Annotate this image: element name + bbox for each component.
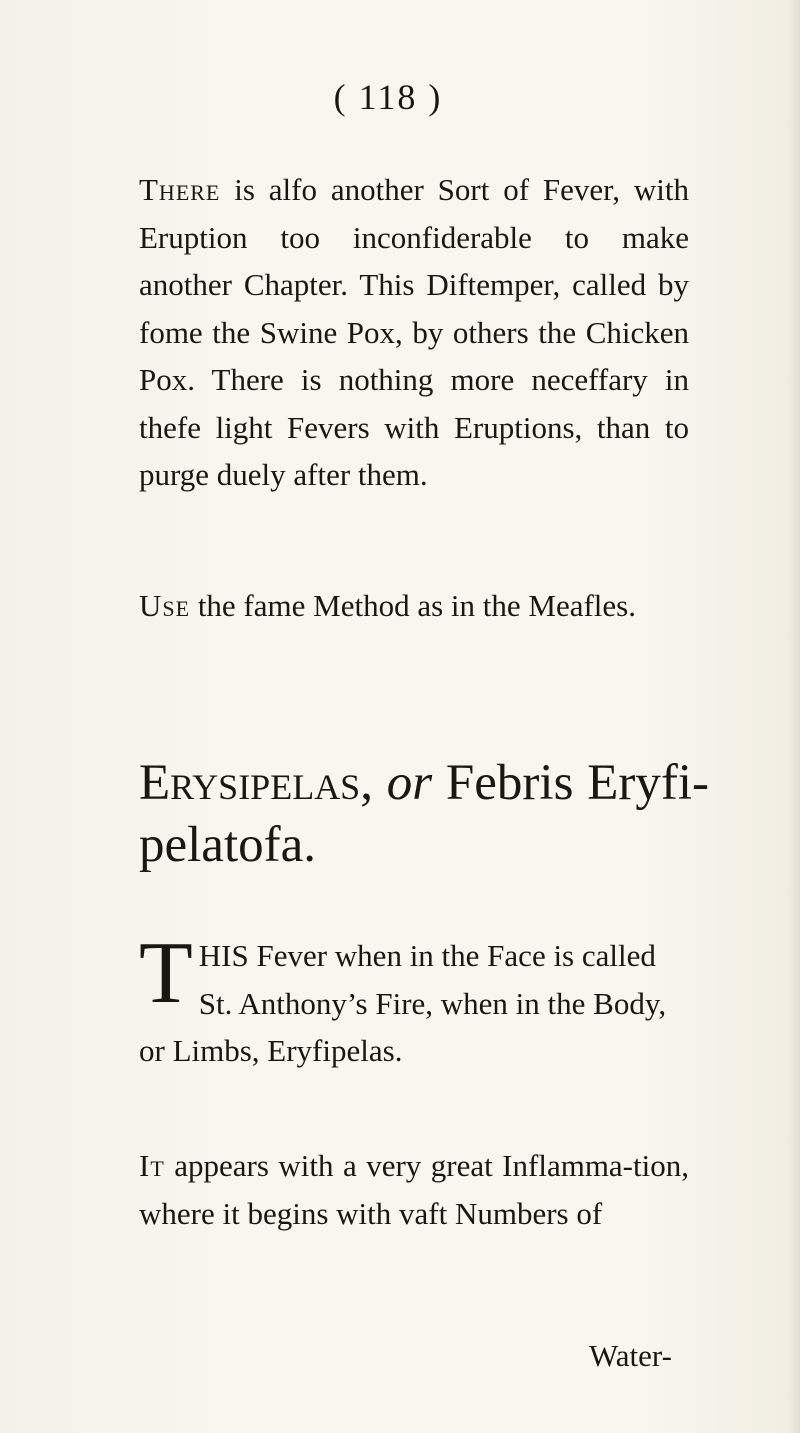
paragraph-text: HIS Fever when in the Face is called St. Anthony’s Fire, when in the Body, or Limbs, Eryfipelas.	[139, 938, 667, 1068]
page-number: ( 118 )	[333, 77, 443, 117]
paragraph-inflammation	[139, 1142, 689, 1237]
paragraph-text: the fame Method as in the Meafles.	[190, 588, 636, 623]
heading-subtitle: Febris Eryfi-pelatofa.	[139, 755, 709, 873]
heading-conjunction: or	[386, 755, 433, 811]
paragraph-chicken-pox	[139, 166, 689, 499]
paragraph-lead-word: There	[139, 172, 221, 207]
catchword: Water-	[589, 1338, 672, 1373]
paragraph-text: appears with a very great Inflamma-tion, where it begins with vaft Numbers of	[139, 1148, 689, 1231]
heading-title: Erysipelas,	[139, 755, 373, 811]
page-edge-shadow	[786, 0, 800, 1433]
section-heading	[139, 752, 709, 876]
drop-cap: T	[139, 925, 193, 1022]
paragraph-method	[139, 582, 689, 630]
paragraph-definition	[139, 925, 689, 1075]
paragraph-lead-word: It	[139, 1148, 165, 1183]
paragraph-text: is alfo another Sort of Fever, with Eruption too inconfiderable to make another Chapter. This Diftemper, called by fome the Swine Pox, by others the Chicken Pox. There is nothing more neceffary in thefe light Fevers with Eruptions, than to purge duely after them.	[139, 172, 689, 492]
paragraph-lead-word: Use	[139, 588, 191, 623]
